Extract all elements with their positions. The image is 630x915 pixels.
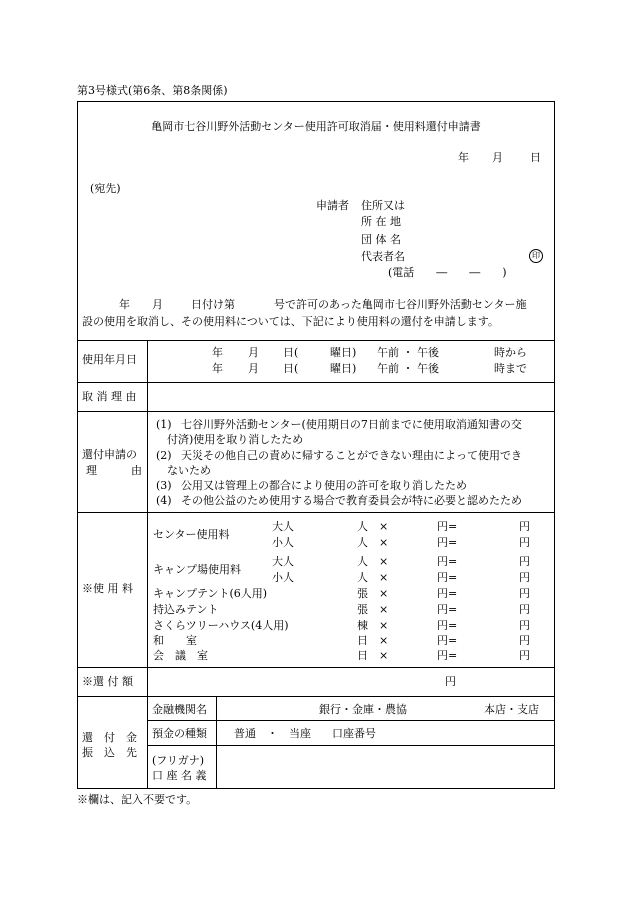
deposit-type-label: 預金の種類 <box>152 727 207 740</box>
fee-unit: 張 <box>357 603 368 616</box>
seal-icon: 印 <box>529 249 543 263</box>
fee-row-name: 会 議 室 <box>153 649 208 662</box>
branch-types[interactable]: 本店・支店 <box>484 703 539 716</box>
fee-row-name: キャンプテント(6人用) <box>153 587 268 600</box>
divider <box>77 340 555 341</box>
divider <box>147 720 555 721</box>
usage-start-ampm[interactable]: 午前 ・ 午後 <box>377 346 439 359</box>
refund-reason-1-text: 七谷川野外活動センター(使用期日の7日前までに使用取消通知書の交 <box>181 418 522 431</box>
bank-label-1: 還 付 金 <box>82 731 137 744</box>
divider <box>77 696 555 697</box>
refund-reason-2-num: (2) <box>156 449 172 462</box>
fee-unit: 棟 <box>357 619 368 632</box>
account-number-label: 口座番号 <box>332 727 376 740</box>
institution-types[interactable]: 銀行・金庫・農協 <box>319 703 407 716</box>
refund-reason-1-text-cont: 付済)使用を取り消したため <box>167 433 304 446</box>
fee-unit: 人 <box>357 536 368 549</box>
refund-reason-1-num: (1) <box>156 418 172 431</box>
usage-start-weekday[interactable]: 曜日) <box>330 346 357 359</box>
applicant-representative-label: 代表者名 <box>361 250 405 263</box>
applicant-address-label-1: 住所又は <box>361 199 405 212</box>
applicant-organization-label: 団 体 名 <box>361 233 401 246</box>
fee-times: × <box>379 555 389 568</box>
fee-times: × <box>379 536 389 549</box>
usage-end-month[interactable]: 月 <box>248 362 259 375</box>
fee-yen[interactable]: 円 <box>519 619 530 632</box>
center-adult: 大人 <box>272 520 294 533</box>
fee-yen[interactable]: 円 <box>519 603 530 616</box>
applicant-label: 申請者 <box>316 199 349 212</box>
date-year[interactable]: 年 <box>458 151 469 164</box>
cancel-reason-label: 取 消 理 由 <box>82 390 137 403</box>
fee-unit: 張 <box>357 587 368 600</box>
divider <box>77 667 555 668</box>
divider <box>147 340 148 789</box>
intro-year: 年 <box>119 298 130 311</box>
usage-start-day[interactable]: 日( <box>283 346 299 359</box>
fee-yen-eq[interactable]: 円= <box>437 649 458 662</box>
account-holder-label: 口 座 名 義 <box>152 769 207 782</box>
usage-end-year[interactable]: 年 <box>212 362 223 375</box>
fee-unit: 人 <box>357 571 368 584</box>
fee-row-name: さくらツリーハウス(4人用) <box>153 619 289 632</box>
fee-times: × <box>379 571 389 584</box>
cancel-reason-field[interactable] <box>150 385 550 407</box>
deposit-type-options[interactable]: 普通 ・ 当座 <box>234 727 311 740</box>
refund-amount-yen[interactable]: 円 <box>445 675 456 688</box>
fee-yen[interactable]: 円 <box>519 571 530 584</box>
fee-times: × <box>379 520 389 533</box>
addressee: (宛先) <box>90 182 121 195</box>
usage-end-day[interactable]: 日( <box>283 362 299 375</box>
divider <box>216 696 217 789</box>
fee-yen[interactable]: 円 <box>519 536 530 549</box>
furigana-label: (フリガナ) <box>152 754 205 767</box>
institution-label: 金融機関名 <box>152 703 207 716</box>
fee-yen-eq[interactable]: 円= <box>437 634 458 647</box>
fee-yen[interactable]: 円 <box>519 520 530 533</box>
applicant-address-label-2: 所 在 地 <box>361 215 401 228</box>
usage-start-time[interactable]: 時から <box>494 346 527 359</box>
fee-unit: 日 <box>357 649 368 662</box>
fee-yen-eq[interactable]: 円= <box>437 536 458 549</box>
fee-times: × <box>379 603 389 616</box>
refund-reason-3-num: (3) <box>156 479 172 492</box>
fee-row-name: 持込みテント <box>153 603 219 616</box>
camp-fee-name: キャンプ場使用料 <box>153 563 241 576</box>
divider <box>77 382 555 383</box>
fee-unit: 人 <box>357 520 368 533</box>
form-number: 第3号様式(第6条、第8条関係) <box>77 84 228 97</box>
usage-start-month[interactable]: 月 <box>248 346 259 359</box>
fee-yen[interactable]: 円 <box>519 649 530 662</box>
fee-yen-eq[interactable]: 円= <box>437 619 458 632</box>
fee-times: × <box>379 619 389 632</box>
footnote: ※欄は、記入不要です。 <box>77 793 198 806</box>
fee-times: × <box>379 649 389 662</box>
center-child: 小人 <box>272 536 294 549</box>
fees-label: ※使 用 料 <box>82 582 133 595</box>
form-title: 亀岡市七谷川野外活動センター使用許可取消届・使用料還付申請書 <box>151 120 481 133</box>
fee-yen-eq[interactable]: 円= <box>437 603 458 616</box>
intro-month: 月 <box>152 298 163 311</box>
fee-yen[interactable]: 円 <box>519 634 530 647</box>
fee-yen-eq[interactable]: 円= <box>437 555 458 568</box>
intro-day-number: 日付け第 <box>191 298 235 311</box>
divider <box>77 411 555 412</box>
fee-unit: 日 <box>357 634 368 647</box>
refund-reason-2-text: 天災その他自己の責めに帰することができない理由によって使用でき <box>181 449 522 462</box>
refund-reason-4-num: (4) <box>156 494 172 507</box>
refund-reason-label-2b: 由 <box>131 464 142 477</box>
bank-label-2: 振 込 先 <box>82 746 137 759</box>
refund-reason-2-text-cont: ないため <box>167 464 211 477</box>
fee-row-name: 和 室 <box>153 634 197 647</box>
fee-times: × <box>379 634 389 647</box>
center-fee-name: センター使用料 <box>153 528 230 541</box>
fee-yen-eq[interactable]: 円= <box>437 571 458 584</box>
refund-amount-label: ※還 付 額 <box>82 675 133 688</box>
date-month[interactable]: 月 <box>492 151 503 164</box>
usage-end-time[interactable]: 時まで <box>494 362 527 375</box>
fee-yen[interactable]: 円 <box>519 555 530 568</box>
usage-end-ampm[interactable]: 午前 ・ 午後 <box>377 362 439 375</box>
refund-reason-label-1: 還付申請の <box>82 448 137 461</box>
fee-times: × <box>379 587 389 600</box>
usage-start-year[interactable]: 年 <box>212 346 223 359</box>
usage-date-label: 使用年月日 <box>82 353 137 366</box>
usage-end-weekday[interactable]: 曜日) <box>330 362 357 375</box>
camp-child: 小人 <box>272 571 294 584</box>
fee-yen-eq[interactable]: 円= <box>437 587 458 600</box>
applicant-phone[interactable]: (電話 ― ― ) <box>388 266 507 279</box>
refund-reason-3-text: 公用又は管理上の都合により使用の許可を取り消したため <box>181 479 467 492</box>
account-holder-field[interactable] <box>220 749 552 787</box>
fee-yen[interactable]: 円 <box>519 587 530 600</box>
intro-line2: 設の使用を取消し、その使用料については、下記により使用料の還付を申請します。 <box>82 315 499 328</box>
divider <box>147 745 555 746</box>
fee-unit: 人 <box>357 555 368 568</box>
refund-reason-4-text: その他公益のため使用する場合で教育委員会が特に必要と認めたため <box>181 494 522 507</box>
camp-adult: 大人 <box>272 555 294 568</box>
fee-yen-eq[interactable]: 円= <box>437 520 458 533</box>
refund-reason-label-2a: 理 <box>86 464 97 477</box>
date-day[interactable]: 日 <box>530 151 541 164</box>
intro-line1-tail: 号で許可のあった亀岡市七谷川野外活動センター施 <box>274 298 527 311</box>
divider <box>77 512 555 513</box>
